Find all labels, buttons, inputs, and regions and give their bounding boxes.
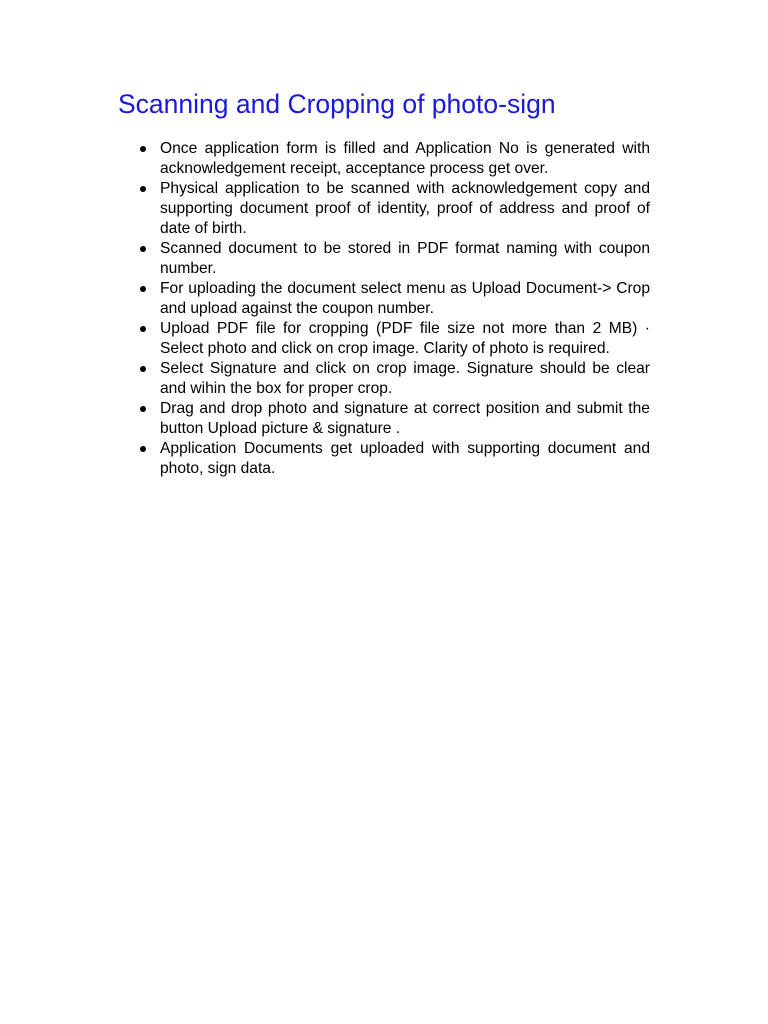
list-item	[160, 179, 650, 239]
list-item	[160, 359, 650, 399]
bullet-icon	[140, 146, 146, 152]
list-item-text: Upload PDF file for cropping (PDF file size not more than 2 MB) · Select photo and click on crop image. Clarity of photo is required.	[160, 320, 650, 357]
list-item-text: Select Signature and click on crop image. Signature should be clear and wihin the box for proper crop.	[160, 360, 650, 397]
list-item-text: Scanned document to be stored in PDF format naming with coupon number.	[160, 240, 650, 277]
bullet-icon	[140, 446, 146, 452]
list-item-text: Physical application to be scanned with acknowledgement copy and supporting document proof of identity, proof of address and proof of date of birth.	[160, 180, 650, 237]
list-item-text: Once application form is filled and Application No is generated with acknowledgement receipt, acceptance process get over.	[160, 140, 650, 177]
bullet-icon	[140, 406, 146, 412]
bullet-icon	[140, 186, 146, 192]
bullet-list	[160, 139, 650, 479]
list-item	[160, 439, 650, 479]
page-title: Scanning and Cropping of photo-sign	[118, 89, 556, 119]
list-item	[160, 139, 650, 179]
list-item	[160, 239, 650, 279]
list-item-text: For uploading the document select menu as Upload Document-> Crop and upload against the coupon number.	[160, 280, 650, 317]
list-item	[160, 319, 650, 359]
list-item	[160, 399, 650, 439]
list-item-text: Application Documents get uploaded with supporting document and photo, sign data.	[160, 440, 650, 477]
bullet-icon	[140, 366, 146, 372]
bullet-icon	[140, 246, 146, 252]
list-item-text: Drag and drop photo and signature at correct position and submit the button Upload picture & signature .	[160, 400, 650, 437]
list-item	[160, 279, 650, 319]
bullet-icon	[140, 286, 146, 292]
bullet-icon	[140, 326, 146, 332]
